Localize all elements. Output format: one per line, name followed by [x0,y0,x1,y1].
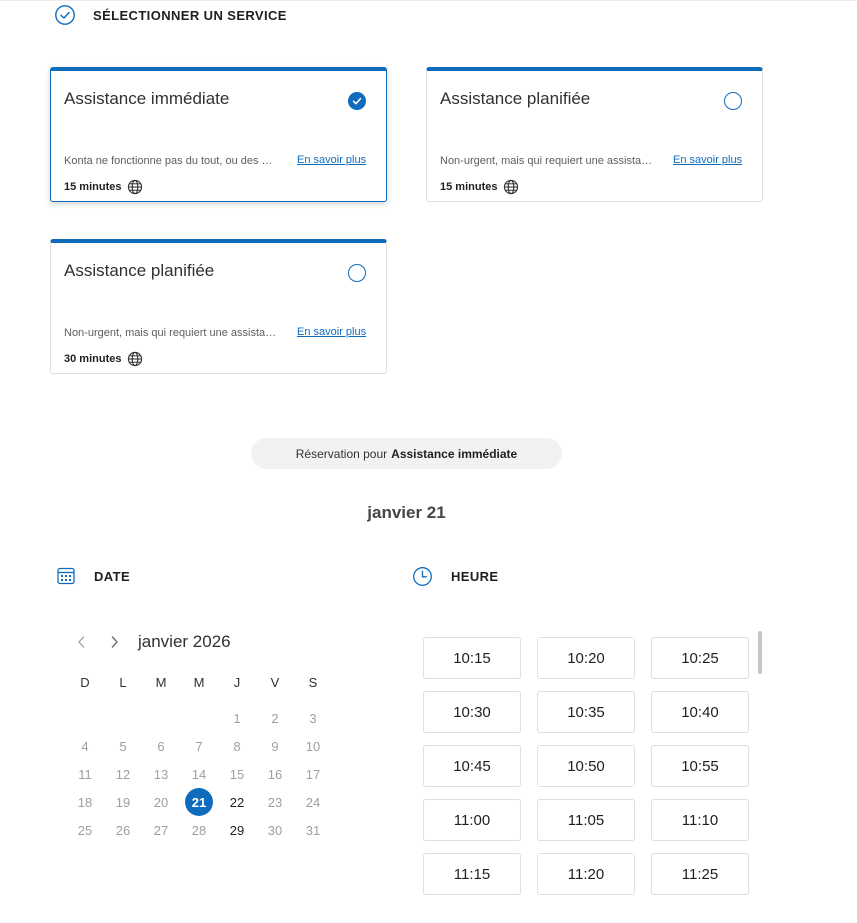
service-card-title: Assistance immédiate [64,89,230,108]
weekday-label: J [233,674,241,690]
calendar-day: 7 [195,738,203,754]
check-circle-icon [54,4,76,26]
calendar-day [104,704,142,732]
calendar-week-row [66,788,332,816]
duration-text: 30 minutes [64,353,122,365]
weekday-label: L [119,674,127,690]
weekday-label: S [308,674,318,690]
time-section-title: HEURE [451,569,499,584]
top-divider [0,0,857,1]
calendar-day: 13 [153,766,169,782]
calendar-day: 23 [267,794,283,810]
calendar-week-row [66,816,332,844]
service-section-header [54,4,287,26]
calendar-day: 11 [78,766,92,782]
time-slot-button[interactable]: 10:40 [651,691,749,733]
reservation-summary [251,438,562,469]
date-section-title: DATE [94,568,131,584]
service-card-immediate[interactable] [50,67,387,202]
calendar-month-label: janvier 2026 [138,632,231,651]
service-radio[interactable] [348,264,366,282]
time-slot-row [423,691,753,733]
checkmark-icon [352,96,362,106]
time-slot-list [423,637,753,907]
service-card-planned-15[interactable] [426,67,763,202]
calendar-day: 27 [153,822,169,838]
calendar-day: 30 [267,822,283,838]
service-duration [64,179,143,195]
calendar-icon [56,566,76,586]
calendar-day: 4 [81,738,89,754]
time-slot-button[interactable]: 10:50 [537,745,635,787]
calendar-day: 26 [115,822,131,838]
calendar-week-row [66,704,332,732]
service-card-description: Non-urgent, mais qui requiert une assista… [64,327,277,339]
calendar-day-available[interactable]: 29 [229,822,245,838]
calendar-day-selected[interactable] [180,788,218,816]
calendar-navigation [72,630,231,654]
selected-day-number: 21 [185,788,213,816]
calendar-day: 2 [271,710,279,726]
duration-text: 15 minutes [440,181,498,193]
reservation-service: Assistance immédiate [391,446,518,461]
time-slot-row [423,637,753,679]
date-section-header [56,566,130,586]
service-radio[interactable] [724,92,742,110]
time-slot-row [423,799,753,841]
learn-more-link[interactable]: En savoir plus [673,154,743,166]
learn-more-link[interactable]: En savoir plus [297,326,367,338]
calendar-day: 14 [191,766,207,782]
service-card-description: Konta ne fonctionne pas du tout, ou des … [64,155,273,167]
calendar-day [180,704,218,732]
service-section-title: SÉLECTIONNER UN SERVICE [93,7,287,23]
time-slot-button[interactable]: 11:20 [537,853,635,895]
calendar-day-available[interactable]: 22 [229,794,245,810]
calendar-day [66,704,104,732]
service-card-description: Non-urgent, mais qui requiert une assista… [440,155,653,167]
selected-date-label: janvier 21 [367,503,446,522]
service-duration [440,179,519,195]
weekday-header-row [66,670,332,694]
globe-icon [503,179,519,195]
time-slot-row [423,853,753,895]
globe-icon [127,179,143,195]
learn-more-link[interactable]: En savoir plus [297,154,367,166]
globe-icon [127,351,143,367]
calendar-day: 25 [77,822,93,838]
weekday-label: D [80,674,90,690]
weekday-label: M [193,674,205,690]
calendar-week-row [66,732,332,760]
time-slot-button[interactable]: 11:00 [423,799,521,841]
service-card-title: Assistance planifiée [64,261,215,280]
calendar-day [142,704,180,732]
time-slot-button[interactable]: 11:10 [651,799,749,841]
calendar-day: 28 [191,822,207,838]
calendar-day: 10 [305,738,321,754]
reservation-prefix: Réservation pour [295,446,388,461]
time-slot-button[interactable]: 10:25 [651,637,749,679]
calendar-day: 6 [157,738,165,754]
calendar-day: 16 [267,766,283,782]
service-duration [64,351,143,367]
time-slot-scrollbar[interactable] [758,631,762,674]
time-section-header [412,566,499,587]
weekday-label: V [270,674,280,690]
calendar-grid [66,670,332,844]
time-slot-row [423,745,753,787]
calendar-day: 24 [305,794,321,810]
chevron-left-icon [77,635,87,649]
calendar-day: 9 [271,738,279,754]
service-card-planned-30[interactable] [50,239,387,374]
calendar-day: 5 [119,738,127,754]
time-slot-button[interactable]: 11:05 [537,799,635,841]
calendar-day: 15 [229,766,245,782]
time-slot-button[interactable]: 10:45 [423,745,521,787]
calendar-day: 1 [233,710,241,726]
calendar-day: 31 [305,822,321,838]
calendar-day: 3 [309,710,317,726]
calendar-day: 17 [305,766,321,782]
service-radio-selected[interactable] [348,92,366,110]
time-slot-button[interactable]: 10:20 [537,637,635,679]
time-slot-button[interactable]: 10:35 [537,691,635,733]
service-card-title: Assistance planifiée [440,89,591,108]
time-slot-button[interactable]: 10:30 [423,691,521,733]
time-slot-button[interactable]: 11:25 [651,853,749,895]
calendar-week-row [66,760,332,788]
time-slot-button[interactable]: 10:15 [423,637,521,679]
chevron-right-icon [109,635,119,649]
next-month-button[interactable] [104,630,124,654]
calendar-day: 20 [153,794,169,810]
calendar-day: 12 [115,766,131,782]
clock-icon [412,566,433,587]
calendar-day: 18 [77,794,93,810]
calendar-day: 8 [233,738,241,754]
calendar-day: 19 [115,794,131,810]
duration-text: 15 minutes [64,181,122,193]
time-slot-button[interactable]: 10:55 [651,745,749,787]
previous-month-button[interactable] [72,630,92,654]
weekday-label: M [155,674,167,690]
time-slot-button[interactable]: 11:15 [423,853,521,895]
